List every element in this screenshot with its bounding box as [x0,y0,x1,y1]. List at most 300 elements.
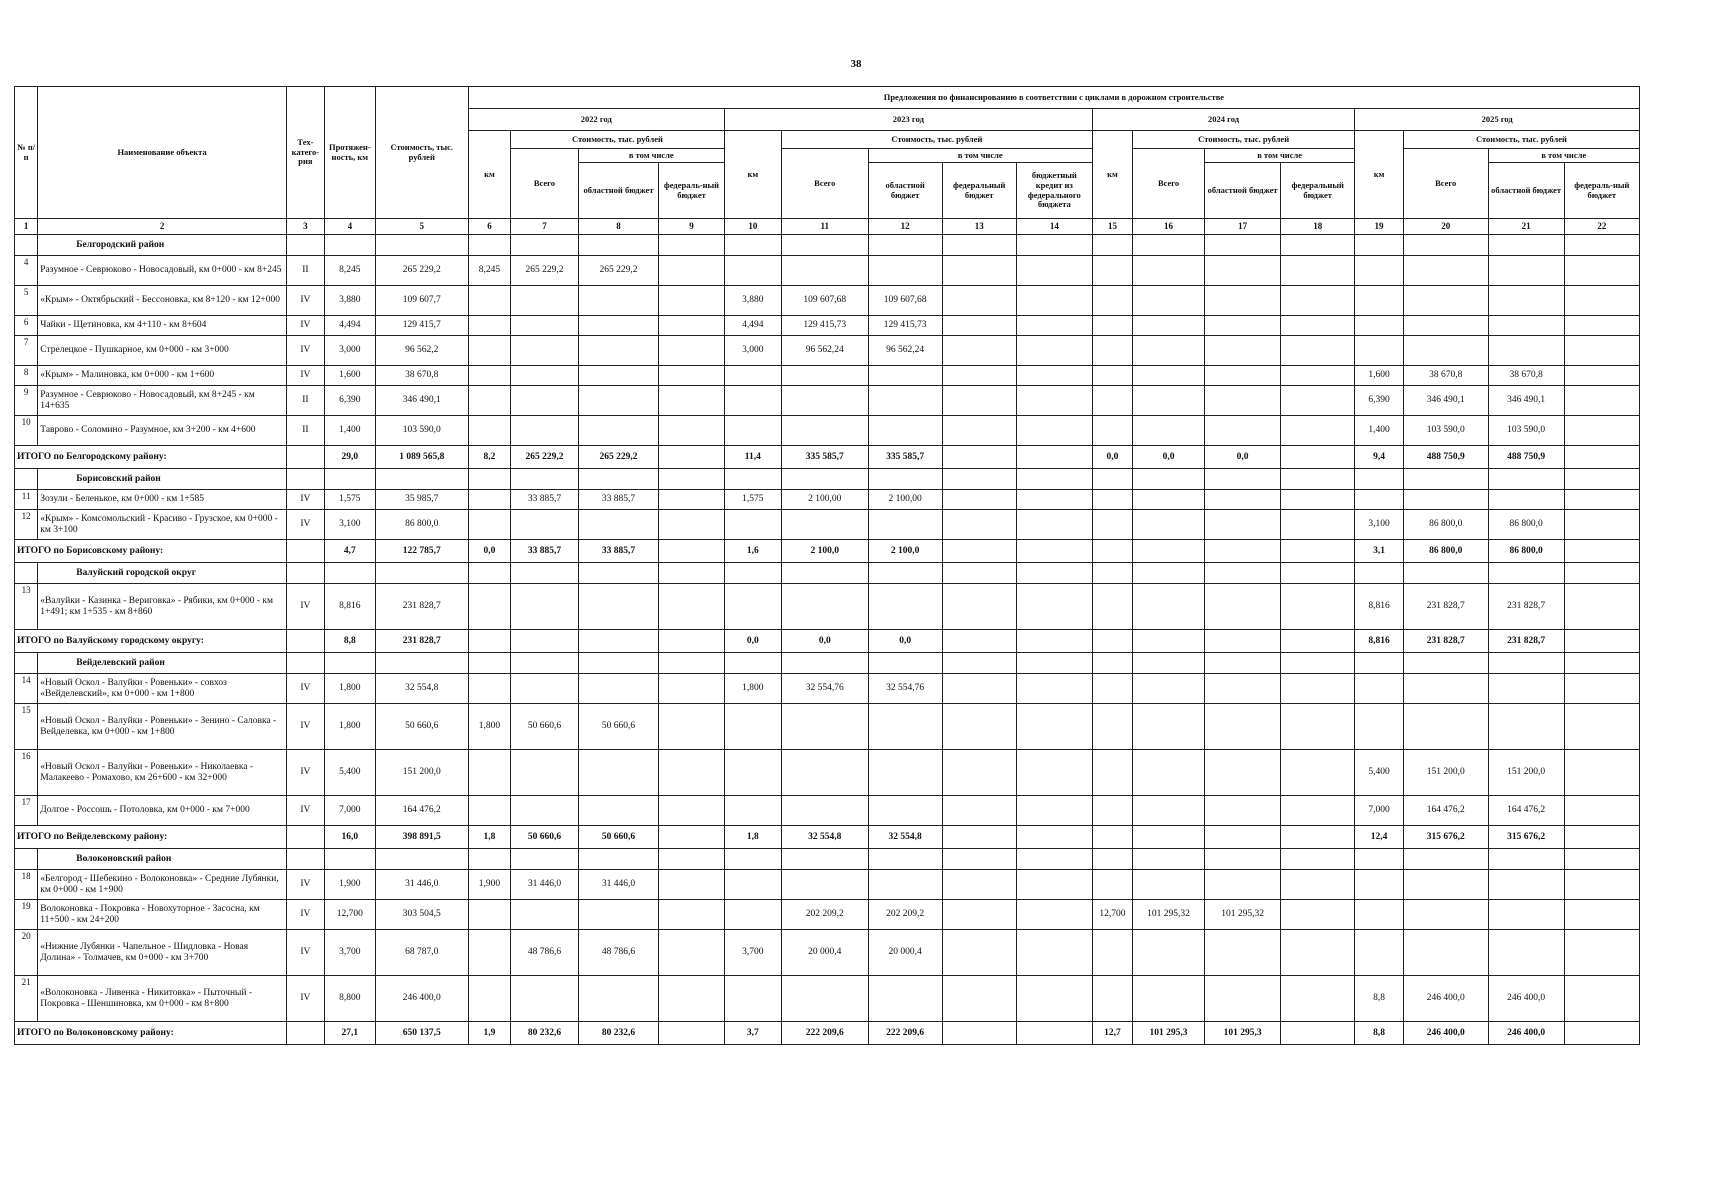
value-cell [1564,366,1639,386]
table-body [15,235,1640,1045]
value-cell [1092,750,1132,796]
value-cell [1092,490,1132,510]
empty-cell [511,849,579,870]
object-name: Зозули - Беленькое, км 0+000 - км 1+585 [38,490,287,510]
value-cell [1281,286,1355,316]
object-row [15,900,1640,930]
object-name: «Крым» - Малиновка, км 0+000 - км 1+600 [38,366,287,386]
value-cell [511,976,579,1022]
object-name: «Нижние Лубянки - Чапельное - Шидловка - Новая Долина» - Толмачев, км 0+000 - км 3+700 [38,930,287,976]
value-cell [578,386,658,416]
object-name: Разумное - Севрюково - Новосадовый, км 0+000 - км 8+245 [38,256,287,286]
empty-cell [1355,563,1404,584]
value-cell [659,416,725,446]
header-year-2024: 2024 год [1092,109,1354,131]
row-number: 10 [15,416,38,446]
empty-cell [1403,563,1488,584]
empty-cell [1564,235,1639,256]
value-cell: 246 400,0 [1488,976,1564,1022]
value-cell: 101 295,3 [1205,1022,1281,1045]
value-cell [511,510,579,540]
empty-cell [375,469,468,490]
total-label: ИТОГО по Белгородскому району: [15,446,287,469]
value-cell [1403,286,1488,316]
value-cell [1281,256,1355,286]
empty-cell [511,235,579,256]
header-cost-2022: Стоимость, тыс. рублей [511,131,725,149]
value-cell [868,704,942,750]
value-cell [578,316,658,336]
header-total-2023: Всего [781,149,868,219]
empty-cell [1281,653,1355,674]
value-cell: 101 295,32 [1133,900,1205,930]
value-cell [1092,796,1132,826]
category-cell: IV [286,976,324,1022]
value-cell: 129 415,73 [781,316,868,336]
category-cell: II [286,416,324,446]
empty-cell [724,235,781,256]
category-cell: IV [286,490,324,510]
empty-cell [1092,653,1132,674]
empty-cell [781,235,868,256]
row-number: 16 [15,750,38,796]
value-cell [511,750,579,796]
value-cell [724,510,781,540]
value-cell [1092,584,1132,630]
value-cell [1016,446,1092,469]
value-cell [511,316,579,336]
object-name: Чайки - Щетиновка, км 4+110 - км 8+604 [38,316,287,336]
header-regional-2024: областной бюджет [1205,163,1281,219]
value-cell [1281,826,1355,849]
empty-cell [1205,653,1281,674]
value-cell [1016,490,1092,510]
cost-cell: 164 476,2 [375,796,468,826]
value-cell [1133,336,1205,366]
value-cell [1403,316,1488,336]
header-federal-2025: федераль-ный бюджет [1564,163,1639,219]
column-number: 15 [1092,219,1132,235]
empty-cell [1016,849,1092,870]
value-cell [659,826,725,849]
value-cell: 4,494 [724,316,781,336]
value-cell: 202 209,2 [781,900,868,930]
value-cell [868,386,942,416]
value-cell [724,704,781,750]
value-cell [1133,386,1205,416]
value-cell [468,416,510,446]
empty-cell [659,653,725,674]
value-cell [1564,674,1639,704]
value-cell: 1,9 [468,1022,510,1045]
empty-cell [15,469,38,490]
district-name: Волоконовский район [38,849,287,870]
object-row [15,796,1640,826]
value-cell [781,750,868,796]
value-cell: 2 100,0 [868,540,942,563]
row-number: 20 [15,930,38,976]
value-cell: 2 100,0 [781,540,868,563]
value-cell [942,316,1016,336]
value-cell: 38 670,8 [1403,366,1488,386]
object-name: «Белгород - Шебекино - Волоконовка» - Средние Лубянки, км 0+000 - км 1+900 [38,870,287,900]
category-cell: IV [286,336,324,366]
value-cell [1016,976,1092,1022]
value-cell [1281,630,1355,653]
value-cell [1355,900,1404,930]
value-cell: 265 229,2 [578,256,658,286]
value-cell [1205,366,1281,386]
value-cell [868,870,942,900]
value-cell [781,976,868,1022]
value-cell [942,704,1016,750]
row-number: 18 [15,870,38,900]
category-cell [286,630,324,653]
empty-cell [1016,469,1092,490]
value-cell [659,1022,725,1045]
value-cell: 103 590,0 [1488,416,1564,446]
value-cell [659,540,725,563]
length-cell: 1,900 [324,870,375,900]
column-number: 17 [1205,219,1281,235]
value-cell [942,630,1016,653]
length-cell: 6,390 [324,386,375,416]
value-cell: 11,4 [724,446,781,469]
value-cell [1403,256,1488,286]
value-cell: 1,900 [468,870,510,900]
cost-cell: 1 089 565,8 [375,446,468,469]
value-cell [724,366,781,386]
object-name: Долгое - Россошь - Потоловка, км 0+000 - км 7+000 [38,796,287,826]
value-cell [781,416,868,446]
column-number: 22 [1564,219,1639,235]
object-name: Стрелецкое - Пушкарное, км 0+000 - км 3+000 [38,336,287,366]
value-cell [1133,704,1205,750]
empty-cell [1281,235,1355,256]
row-number: 7 [15,336,38,366]
value-cell [1355,256,1404,286]
object-row [15,976,1640,1022]
value-cell: 222 209,6 [868,1022,942,1045]
length-cell: 8,816 [324,584,375,630]
empty-cell [324,469,375,490]
empty-cell [1488,849,1564,870]
district-row [15,653,1640,674]
value-cell [578,796,658,826]
total-label: ИТОГО по Волоконовскому району: [15,1022,287,1045]
row-number: 5 [15,286,38,316]
empty-cell [15,849,38,870]
value-cell [1092,630,1132,653]
value-cell: 8,8 [1355,976,1404,1022]
value-cell: 3,7 [724,1022,781,1045]
value-cell [1205,750,1281,796]
cost-cell: 231 828,7 [375,584,468,630]
value-cell [1281,674,1355,704]
value-cell: 32 554,8 [868,826,942,849]
object-row [15,870,1640,900]
value-cell: 32 554,76 [868,674,942,704]
value-cell [468,336,510,366]
value-cell [511,630,579,653]
empty-cell [1488,469,1564,490]
value-cell [1564,750,1639,796]
value-cell: 231 828,7 [1403,584,1488,630]
value-cell [942,796,1016,826]
value-cell: 86 800,0 [1488,540,1564,563]
value-cell [942,256,1016,286]
column-number: 3 [286,219,324,235]
category-cell: IV [286,674,324,704]
empty-cell [1564,469,1639,490]
value-cell [659,366,725,386]
value-cell: 1,8 [724,826,781,849]
value-cell: 32 554,8 [781,826,868,849]
empty-cell [868,235,942,256]
value-cell: 8,2 [468,446,510,469]
value-cell [1016,510,1092,540]
value-cell [942,930,1016,976]
value-cell [724,796,781,826]
length-cell: 12,700 [324,900,375,930]
value-cell: 1,575 [724,490,781,510]
header-cost-2025: Стоимость, тыс. рублей [1403,131,1639,149]
cost-cell: 231 828,7 [375,630,468,653]
object-name: «Валуйки - Казинка - Вериговка» - Рябики, км 0+000 - км 1+491; км 1+535 - км 8+860 [38,584,287,630]
value-cell [1092,386,1132,416]
district-row [15,563,1640,584]
value-cell [724,584,781,630]
empty-cell [15,235,38,256]
value-cell: 246 400,0 [1403,976,1488,1022]
value-cell [511,336,579,366]
value-cell [1016,900,1092,930]
value-cell [1205,386,1281,416]
value-cell: 48 786,6 [578,930,658,976]
cost-cell: 31 446,0 [375,870,468,900]
object-row [15,930,1640,976]
value-cell [1281,870,1355,900]
object-name: Волоконовка - Покровка - Новохуторное - Засосна, км 11+500 - км 24+200 [38,900,287,930]
value-cell: 31 446,0 [511,870,579,900]
empty-cell [578,469,658,490]
object-row [15,584,1640,630]
value-cell [1133,316,1205,336]
value-cell [468,674,510,704]
value-cell: 1,8 [468,826,510,849]
value-cell [781,796,868,826]
financing-table-wrapper [14,86,1640,1045]
value-cell [868,976,942,1022]
value-cell [1488,704,1564,750]
empty-cell [511,469,579,490]
empty-cell [1355,235,1404,256]
empty-cell [868,563,942,584]
object-row [15,366,1640,386]
value-cell [1488,900,1564,930]
empty-cell [659,235,725,256]
value-cell: 1,800 [468,704,510,750]
length-cell: 16,0 [324,826,375,849]
header-year-2023: 2023 год [724,109,1092,131]
cost-cell: 151 200,0 [375,750,468,796]
value-cell [1281,1022,1355,1045]
value-cell [468,366,510,386]
value-cell [1281,540,1355,563]
cost-cell: 32 554,8 [375,674,468,704]
empty-cell [375,563,468,584]
length-cell: 1,800 [324,704,375,750]
value-cell [511,366,579,386]
value-cell: 103 590,0 [1403,416,1488,446]
empty-cell [1488,653,1564,674]
value-cell [942,336,1016,366]
header-category: Тех-катего-рия [286,87,324,219]
row-number: 6 [15,316,38,336]
value-cell [659,870,725,900]
value-cell [1016,870,1092,900]
header-km-2025: км [1355,131,1404,219]
empty-cell [286,235,324,256]
length-cell: 3,100 [324,510,375,540]
value-cell [781,704,868,750]
value-cell [1564,584,1639,630]
value-cell [1564,630,1639,653]
value-cell [781,366,868,386]
value-cell: 33 885,7 [511,490,579,510]
value-cell [468,976,510,1022]
header-year-2025: 2025 год [1355,109,1640,131]
value-cell [468,490,510,510]
value-cell [659,630,725,653]
value-cell [1205,540,1281,563]
column-number: 4 [324,219,375,235]
value-cell [1016,366,1092,386]
header-regional-2025: областной бюджет [1488,163,1564,219]
empty-cell [1281,849,1355,870]
empty-cell [286,563,324,584]
empty-cell [1355,653,1404,674]
value-cell [578,584,658,630]
value-cell [1016,416,1092,446]
object-row [15,490,1640,510]
category-cell [286,826,324,849]
value-cell: 9,4 [1355,446,1404,469]
cost-cell: 129 415,7 [375,316,468,336]
value-cell [1016,256,1092,286]
value-cell [1092,336,1132,366]
empty-cell [1205,235,1281,256]
empty-cell [942,653,1016,674]
value-cell [659,584,725,630]
value-cell: 80 232,6 [511,1022,579,1045]
empty-cell [724,563,781,584]
empty-cell [868,469,942,490]
value-cell: 265 229,2 [578,446,658,469]
header-regional-2023: областной бюджет [868,163,942,219]
value-cell [1016,930,1092,976]
value-cell [1488,336,1564,366]
value-cell: 5,400 [1355,750,1404,796]
value-cell [781,870,868,900]
column-number: 2 [38,219,287,235]
row-number: 8 [15,366,38,386]
value-cell: 1,600 [1355,366,1404,386]
empty-cell [468,469,510,490]
empty-cell [324,563,375,584]
empty-cell [659,849,725,870]
value-cell [942,1022,1016,1045]
value-cell [1355,490,1404,510]
cost-cell: 103 590,0 [375,416,468,446]
value-cell: 86 800,0 [1403,510,1488,540]
header-proposals: Предложения по финансированию в соответствии с циклами в дорожном строительстве [468,87,1639,109]
header-km-2024: км [1092,131,1132,219]
empty-cell [1205,469,1281,490]
value-cell: 0,0 [1092,446,1132,469]
value-cell [1092,870,1132,900]
category-cell [286,446,324,469]
value-cell [1281,416,1355,446]
value-cell [942,416,1016,446]
value-cell: 488 750,9 [1488,446,1564,469]
value-cell [1133,366,1205,386]
length-cell: 7,000 [324,796,375,826]
value-cell [868,366,942,386]
value-cell [724,750,781,796]
column-number: 10 [724,219,781,235]
value-cell [1133,490,1205,510]
value-cell [1281,750,1355,796]
value-cell [724,256,781,286]
value-cell [468,286,510,316]
value-cell: 3,1 [1355,540,1404,563]
total-label: ИТОГО по Валуйскому городскому округу: [15,630,287,653]
empty-cell [1403,849,1488,870]
column-number: 12 [868,219,942,235]
length-cell: 1,575 [324,490,375,510]
value-cell [781,510,868,540]
category-cell: IV [286,796,324,826]
value-cell: 50 660,6 [511,704,579,750]
value-cell: 1,800 [724,674,781,704]
value-cell: 33 885,7 [511,540,579,563]
value-cell: 12,700 [1092,900,1132,930]
value-cell [1092,316,1132,336]
empty-cell [324,235,375,256]
value-cell [1133,286,1205,316]
value-cell [724,870,781,900]
value-cell: 109 607,68 [868,286,942,316]
row-number: 11 [15,490,38,510]
empty-cell [659,563,725,584]
value-cell [1564,510,1639,540]
empty-cell [286,653,324,674]
length-cell: 27,1 [324,1022,375,1045]
length-cell: 4,494 [324,316,375,336]
empty-cell [1133,849,1205,870]
column-number: 14 [1016,219,1092,235]
empty-cell [942,849,1016,870]
value-cell [1564,704,1639,750]
value-cell [511,674,579,704]
value-cell [1092,674,1132,704]
total-label: ИТОГО по Борисовскому району: [15,540,287,563]
column-number: 9 [659,219,725,235]
value-cell [942,446,1016,469]
value-cell: 33 885,7 [578,540,658,563]
value-cell [1205,826,1281,849]
